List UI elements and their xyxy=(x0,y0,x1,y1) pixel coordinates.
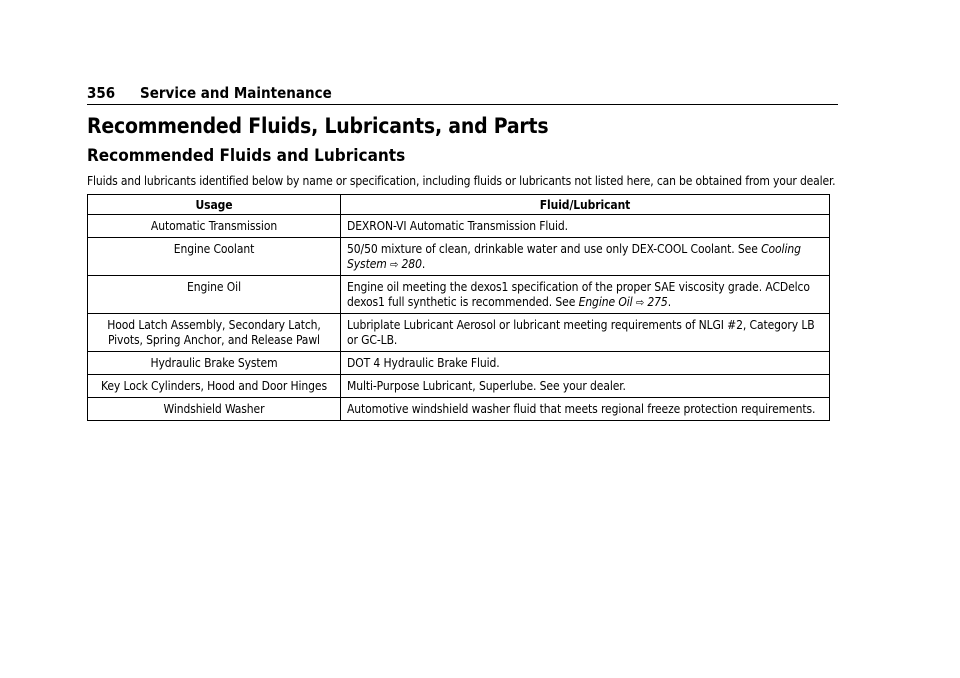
section-title: Service and Maintenance xyxy=(140,84,332,102)
page-number: 356 xyxy=(87,84,116,102)
table-row xyxy=(88,398,830,421)
page-title: Recommended Fluids, Lubricants, and Parts xyxy=(87,114,549,138)
fluid-cell: Automotive windshield washer fluid that meets regional freeze protection requirements. xyxy=(341,398,830,421)
usage-cell: Key Lock Cylinders, Hood and Door Hinges xyxy=(88,375,341,398)
fluid-cell: DOT 4 Hydraulic Brake Fluid. xyxy=(341,352,830,375)
fluid-text: Engine oil meeting the dexos1 specification of the proper SAE viscosity grade. ACDelco dexos1 full synthetic is recommended. See xyxy=(347,280,810,309)
page-header xyxy=(87,84,838,105)
usage-cell: Hood Latch Assembly, Secondary Latch, Pivots, Spring Anchor, and Release Pawl xyxy=(88,314,341,352)
usage-cell: Engine Oil xyxy=(88,276,341,314)
fluid-text: 50/50 mixture of clean, drinkable water and use only DEX-COOL Coolant. See xyxy=(347,242,762,256)
reference-page-number[interactable]: 275 xyxy=(647,295,668,309)
table-row xyxy=(88,276,830,314)
usage-cell: Windshield Washer xyxy=(88,398,341,421)
fluids-table xyxy=(87,194,830,421)
fluid-cell xyxy=(341,276,830,314)
table-row xyxy=(88,314,830,352)
fluid-cell xyxy=(341,238,830,276)
usage-cell: Engine Coolant xyxy=(88,238,341,276)
fluid-cell: Lubriplate Lubricant Aerosol or lubricant meeting requirements of NLGI #2, Category LB or GC-LB. xyxy=(341,314,830,352)
table-row xyxy=(88,375,830,398)
table-row xyxy=(88,238,830,276)
table-row xyxy=(88,352,830,375)
column-header-fluid: Fluid/Lubricant xyxy=(341,195,830,215)
cross-reference-link[interactable]: Cooling System xyxy=(347,242,801,271)
usage-cell: Automatic Transmission xyxy=(88,215,341,238)
fluid-cell: Multi-Purpose Lubricant, Superlube. See your dealer. xyxy=(341,375,830,398)
cross-reference-link[interactable]: Engine Oil xyxy=(578,295,633,309)
column-header-usage: Usage xyxy=(88,195,341,215)
page-reference-arrow-icon: ⇨ xyxy=(635,296,645,309)
page-reference-arrow-icon: ⇨ xyxy=(390,258,399,271)
fluid-text-end: . xyxy=(421,257,426,271)
usage-cell: Hydraulic Brake System xyxy=(88,352,341,375)
reference-page-number[interactable]: 280 xyxy=(401,257,422,271)
table-header-row xyxy=(88,195,830,215)
table-row xyxy=(88,215,830,238)
fluid-text-end: . xyxy=(667,295,672,309)
intro-text: Fluids and lubricants identified below by name or specification, including fluids or lubricants not listed here, can be obtained from your dealer. xyxy=(87,174,836,188)
section-heading: Recommended Fluids and Lubricants xyxy=(87,146,406,166)
fluid-cell: DEXRON-VI Automatic Transmission Fluid. xyxy=(341,215,830,238)
